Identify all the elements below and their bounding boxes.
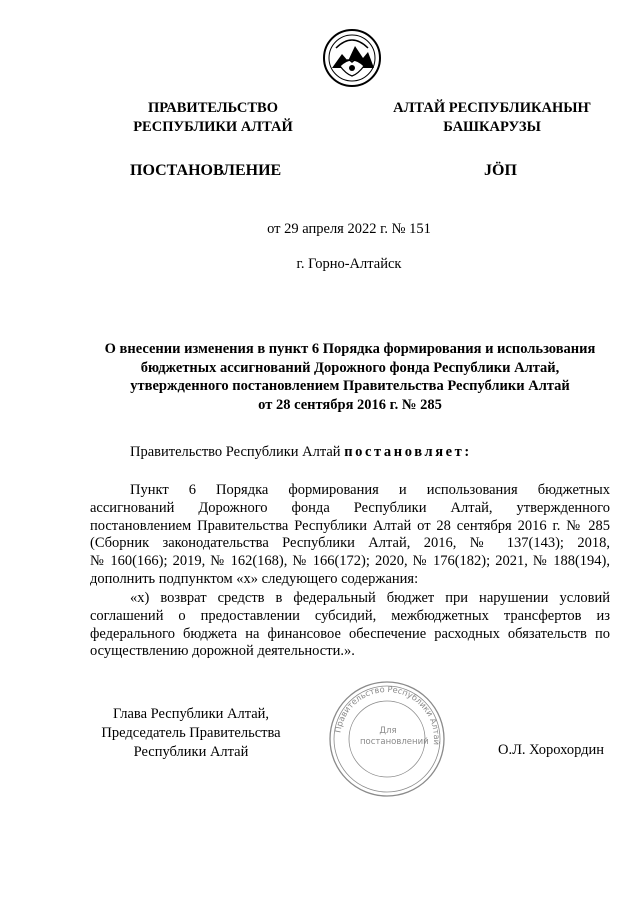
signatory-name: О.Л. Хорохордин xyxy=(498,742,605,758)
signatory-position-line: Республики Алтай xyxy=(133,744,249,760)
paragraph-line: ассигнований Дорожного фонда Республики Алтай, утвержденного xyxy=(90,499,610,516)
stamp-ring-text: Правительство Республики Алтай xyxy=(332,683,443,746)
paragraph-line: (Сборник законодательства Республики Алтай, 2016, № 137(143); 2018, xyxy=(90,535,610,552)
paragraph-line: дополнить подпунктом «х» следующего содержания: xyxy=(90,570,419,587)
title-line: бюджетных ассигнований Дорожного фонда Республики Алтай, xyxy=(140,359,560,376)
title-line: О внесении изменения в пункт 6 Порядка формирования и использования xyxy=(104,341,596,357)
signatory-position-line: Председатель Правительства xyxy=(101,725,281,741)
stamp-center-line: Для xyxy=(379,726,397,736)
header-right-line1: АЛТАЙ РЕСПУБЛИКАНЫҤ xyxy=(393,100,591,116)
header-left-block xyxy=(118,99,308,137)
document-date-number: от 29 апреля 2022 г. № 151 xyxy=(267,221,431,237)
title-line: от 28 сентября 2016 г. № 285 xyxy=(258,396,442,413)
document-title xyxy=(80,340,620,414)
paragraph-line: Пункт 6 Порядка формирования и использования бюджетных xyxy=(130,482,610,498)
title-line: утвержденного постановлением Правительства Республики Алтай xyxy=(130,378,570,394)
paragraph-line: соглашений о предоставлении субсидий, межбюджетных трансфертов из xyxy=(90,607,610,624)
preamble xyxy=(130,444,472,461)
coat-of-arms-emblem xyxy=(322,28,382,88)
preamble-text: Правительство Республики Алтай xyxy=(130,444,345,460)
stamp-center-line: постановлений xyxy=(360,737,429,747)
header-right-line2: БАШКАРУЗЫ xyxy=(443,119,541,135)
header-left-line2: РЕСПУБЛИКИ АЛТАЙ xyxy=(133,119,293,135)
signatory-position xyxy=(86,705,296,762)
doc-type-left: ПОСТАНОВЛЕНИЕ xyxy=(130,162,282,179)
paragraph-line: № 160(166); 2019, № 162(168), № 166(172); 2020, № 176(182); 2021, № 188(194), xyxy=(90,553,610,570)
preamble-action: постановляет: xyxy=(344,444,472,460)
signatory-position-line: Глава Республики Алтай, xyxy=(112,706,270,722)
header-left-line1: ПРАВИТЕЛЬСТВО xyxy=(148,100,278,116)
paragraph-line: федерального бюджета на финансовое обеспечение расходных обязательств по xyxy=(90,625,610,642)
paragraph-1 xyxy=(90,482,610,589)
doc-type-right: JӦП xyxy=(484,162,517,179)
header-right-block xyxy=(382,99,602,137)
document-city: г. Горно-Алтайск xyxy=(296,256,402,272)
paragraph-2 xyxy=(90,590,610,661)
paragraph-line: «х) возврат средств в федеральный бюджет при нарушении условий xyxy=(130,590,610,606)
paragraph-line: постановлением Правительства Республики Алтай от 28 сентября 2016 г. № 285 xyxy=(90,517,610,534)
paragraph-line: осуществлению дорожной деятельности.». xyxy=(90,643,355,660)
stamp-center-text xyxy=(360,726,429,748)
